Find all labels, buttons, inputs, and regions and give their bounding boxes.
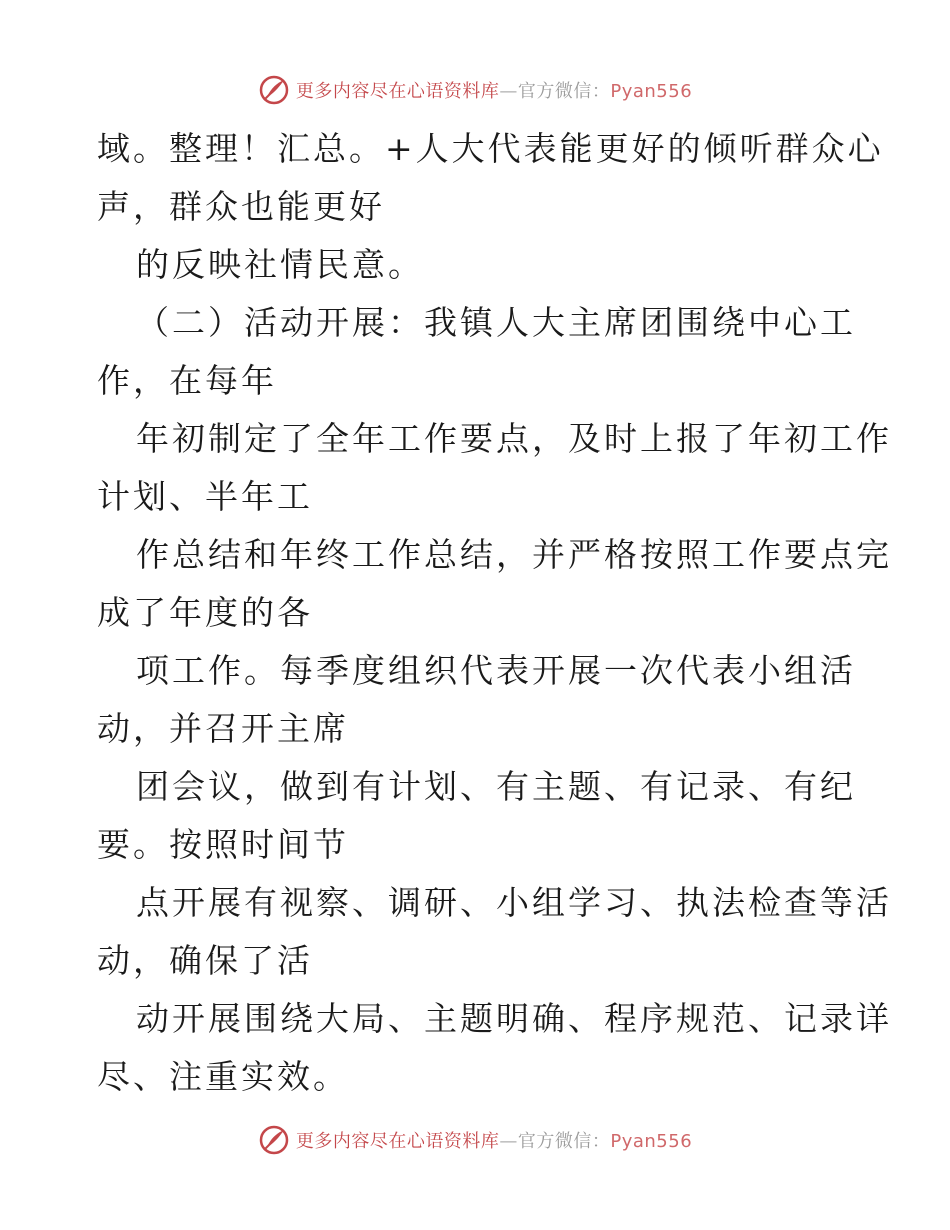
banner-text: [296, 1127, 692, 1153]
banner-wechat-label: 官方微信：: [517, 81, 611, 102]
body-line: 要。按照时间节: [97, 825, 349, 864]
body-line: 年初制定了全年工作要点，及时上报了年初工作: [136, 419, 892, 458]
header-watermark-banner: [0, 70, 950, 110]
body-line: 动开展围绕大局、主题明确、程序规范、记录详: [136, 999, 892, 1038]
document-body: [97, 120, 892, 1106]
body-line: 的反映社情民意。: [136, 245, 424, 284]
body-line: 团会议，做到有计划、有主题、有记录、有纪: [136, 767, 856, 806]
body-line: 作总结和年终工作总结，并严格按照工作要点完: [136, 535, 892, 574]
body-line: 成了年度的各: [97, 593, 313, 632]
body-line: 点开展有视察、调研、小组学习、执法检查等活: [136, 883, 892, 922]
section-heading-line: （二）活动开展：我镇人大主席团围绕中心工: [136, 303, 856, 342]
body-line: 计划、半年工: [97, 477, 313, 516]
banner-text: [296, 77, 692, 103]
banner-separator: —: [499, 81, 518, 102]
body-line: 项工作。每季度组织代表开展一次代表小组活: [136, 651, 856, 690]
banner-slogan: 更多内容尽在心语资料库: [295, 1131, 500, 1152]
body-line: 声，群众也能更好: [97, 187, 385, 226]
body-line: 动，并召开主席: [97, 709, 349, 748]
banner-wechat-id: Pyan556: [610, 1131, 693, 1152]
banner-slogan: 更多内容尽在心语资料库: [295, 81, 500, 102]
footer-watermark-banner: [0, 1120, 950, 1160]
feather-pen-logo-icon: [258, 74, 290, 106]
banner-wechat-id: Pyan556: [610, 81, 693, 102]
body-line: 作，在每年: [97, 361, 277, 400]
banner-wechat-label: 官方微信：: [517, 1131, 611, 1152]
feather-pen-logo-icon: [258, 1124, 290, 1156]
body-line: 域。整理！汇总。+人大代表能更好的倾听群众心: [97, 129, 884, 168]
body-line: 动，确保了活: [97, 941, 313, 980]
banner-separator: —: [499, 1131, 518, 1152]
body-line: 尽、注重实效。: [97, 1057, 349, 1096]
